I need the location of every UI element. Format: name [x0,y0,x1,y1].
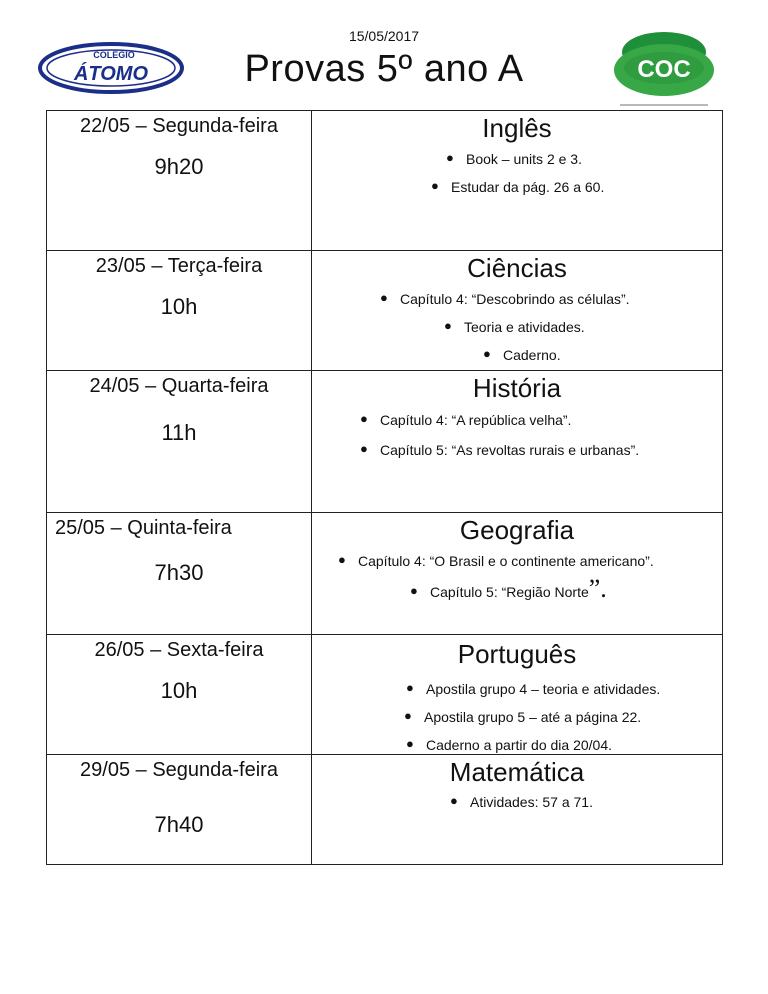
exam-time: 11h [161,420,197,445]
exam-time: 7h30 [154,560,204,585]
exam-time: 10h [160,678,198,703]
exam-content-cell [312,251,723,371]
exam-day: 22/05 – Segunda-feira [80,115,278,137]
page-title: Provas 5º ano A [244,48,524,90]
exam-subject: Geografia [459,515,575,545]
svg-text:ÁTOMO: ÁTOMO [73,63,149,85]
svg-text:COLÉGIO: COLÉGIO [93,50,135,60]
exam-day: 23/05 – Terça-feira [95,255,263,277]
topic-list [312,680,722,754]
topic-item: ● Atividades: 57 a 71. [470,792,722,812]
topic-item: ● Caderno. [503,346,722,364]
topic-item: ● Teoria e atividades. [464,318,722,346]
exam-date-cell [47,371,312,513]
exam-schedule-table [46,110,723,865]
exam-date-cell [47,635,312,755]
topic-item: ● Apostila grupo 5 – até a página 22. [424,708,722,736]
exam-content-cell [312,635,723,755]
svg-text:COC: COC [637,56,691,83]
topic-item: ● Apostila grupo 4 – teoria e atividades. [426,680,722,708]
exam-time: 7h40 [154,812,204,837]
topic-item: ● Estudar da pág. 26 a 60. [451,176,722,198]
exam-row-matematica [47,755,723,865]
exam-date-cell [47,251,312,371]
topic-list [312,792,722,812]
exam-subject: História [472,373,562,403]
topic-item: ● Capítulo 4: “Descobrindo as células”. [400,290,722,318]
exam-subject: Inglês [482,113,552,143]
exam-subject: Ciências [467,253,567,283]
topic-item: ● Book – units 2 e 3. [466,148,722,176]
exam-row-geografia [47,513,723,635]
document-date: 15/05/2017 [348,28,420,44]
topic-item: ● Capítulo 4: “A república velha”. [380,410,722,440]
exam-day: 26/05 – Sexta-feira [94,639,264,661]
exam-date-cell [47,755,312,865]
coc-logo [608,30,720,110]
topic-list [312,290,722,364]
exam-row-portugues [47,635,723,755]
topic-list [312,410,722,460]
colegio-atomo-logo [38,42,184,94]
exam-date-cell [47,513,312,635]
topic-item: ● Capítulo 5: “As revoltas rurais e urbanas”. [380,440,722,460]
exam-content-cell [312,111,723,251]
exam-content-cell [312,371,723,513]
topic-item: ● Capítulo 4: “O Brasil e o continente americano”. [358,552,722,582]
topic-item [430,574,722,603]
topic-list [312,552,722,602]
exam-day: 29/05 – Segunda-feira [80,759,278,781]
closing-quote: ”. [588,574,607,603]
topic-text: Capítulo 5: “Região Norte [430,584,589,600]
exam-subject: Matemática [449,757,585,787]
exam-time: 10h [160,294,198,319]
exam-subject: Português [457,639,577,669]
exam-row-ciencias [47,251,723,371]
exam-content-cell [312,755,723,865]
exam-time: 9h20 [154,154,204,179]
exam-content-cell [312,513,723,635]
topic-item: ● Caderno a partir do dia 20/04. [426,736,722,754]
exam-date-cell [47,111,312,251]
topic-list [312,148,722,198]
exam-row-historia [47,371,723,513]
exam-day: 24/05 – Quarta-feira [89,375,269,397]
exam-row-ingles [47,111,723,251]
exam-day: 25/05 – Quinta-feira [55,517,232,539]
